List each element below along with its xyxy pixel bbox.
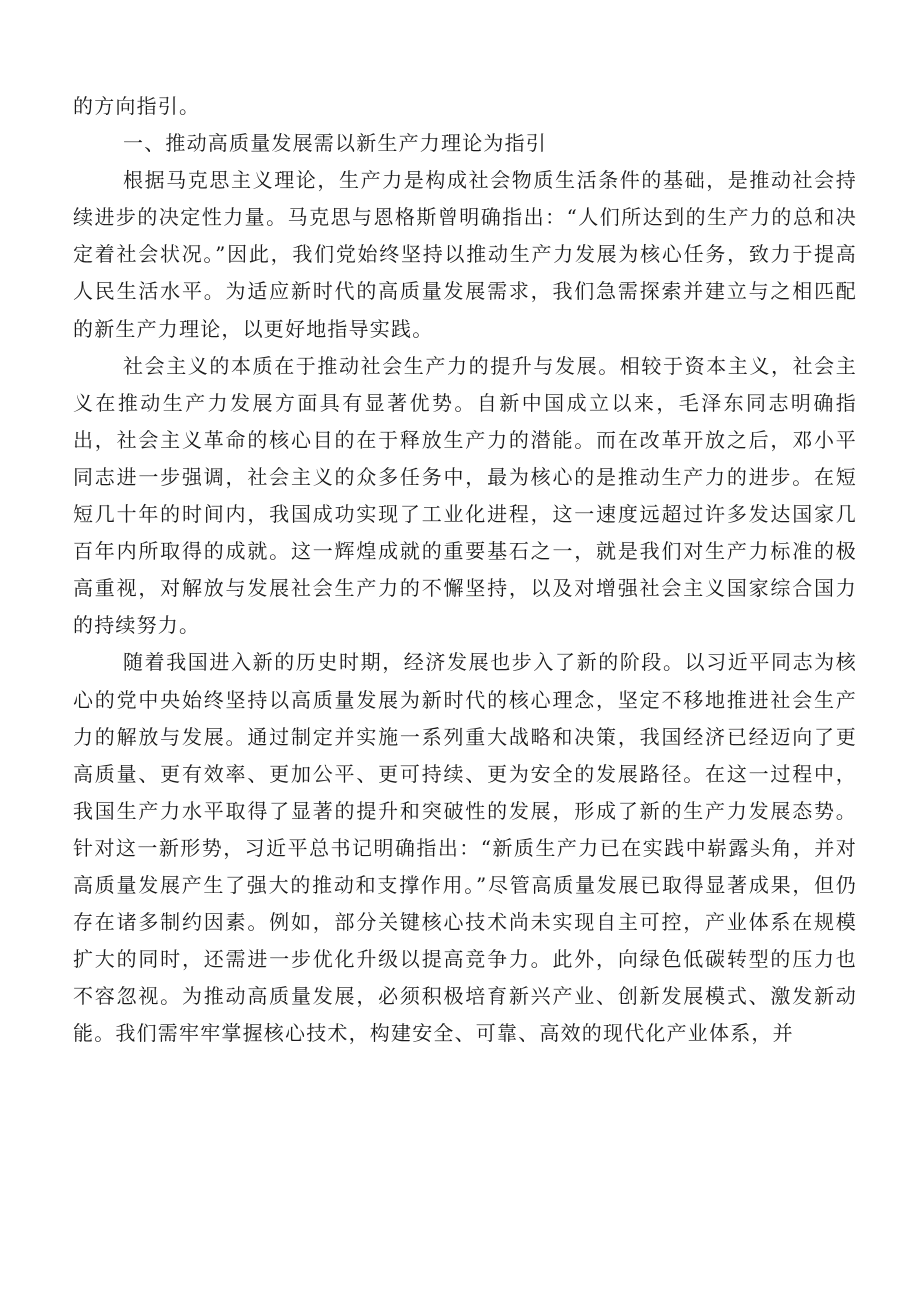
paragraph-2: 社会主义的本质在于推动社会生产力的提升与发展。相较于资本主义，社会主义在推动生产力发展方面具有显著优势。自新中国成立以来，毛泽东同志明确指出，社会主义革命的核心目的在于释放生产力的潜能。而在改革开放之后，邓小平同志进一步强调，社会主义的众多任务中，最为核心的是推动生产力的进步。在短短几十年的时间内，我国成功实现了工业化进程，这一速度远超过许多发达国家几百年内所取得的成就。这一辉煌成就的重要基石之一，就是我们对生产力标准的极高重视，对解放与发展社会生产力的不懈坚持，以及对增强社会主义国家综合国力的持续努力。 [73, 353, 857, 638]
paragraph-3: 随着我国进入新的历史时期，经济发展也步入了新的阶段。以习近平同志为核心的党中央始终坚持以高质量发展为新时代的核心理念，坚定不移地推进社会生产力的解放与发展。通过制定并实施一系列重大战略和决策，我国经济已经迈向了更高质量、更有效率、更加公平、更可持续、更为安全的发展路径。在这一过程中，我国生产力水平取得了显著的提升和突破性的发展，形成了新的生产力发展态势。针对这一新形势，习近平总书记明确指出：“新质生产力已在实践中崭露头角，并对高质量发展产生了强大的推动和支撑作用。”尽管高质量发展已取得显著成果，但仍存在诸多制约因素。例如，部分关键核心技术尚未实现自主可控，产业体系在规模扩大的同时，还需进一步优化升级以提高竞争力。此外，向绿色低碳转型的压力也不容忽视。为推动高质量发展，必须积极培育新兴产业、创新发展模式、激发新动能。我们需牢牢掌握核心技术，构建安全、可靠、高效的现代化产业体系，并 [73, 650, 857, 1046]
lead-fragment: 的方向指引。 [73, 94, 201, 118]
document-body [73, 88, 857, 1052]
paragraph-1: 根据马克思主义理论，生产力是构成社会物质生活条件的基础，是推动社会持续进步的决定性力量。马克思与恩格斯曾明确指出：“人们所达到的生产力的总和决定着社会状况。”因此，我们党始终坚持以推动生产力发展为核心任务，致力于提高人民生活水平。为适应新时代的高质量发展需求，我们急需探索并建立与之相匹配的新生产力理论，以更好地指导实践。 [73, 168, 857, 341]
section-heading: 一、推动高质量发展需以新生产力理论为指引 [123, 131, 547, 156]
